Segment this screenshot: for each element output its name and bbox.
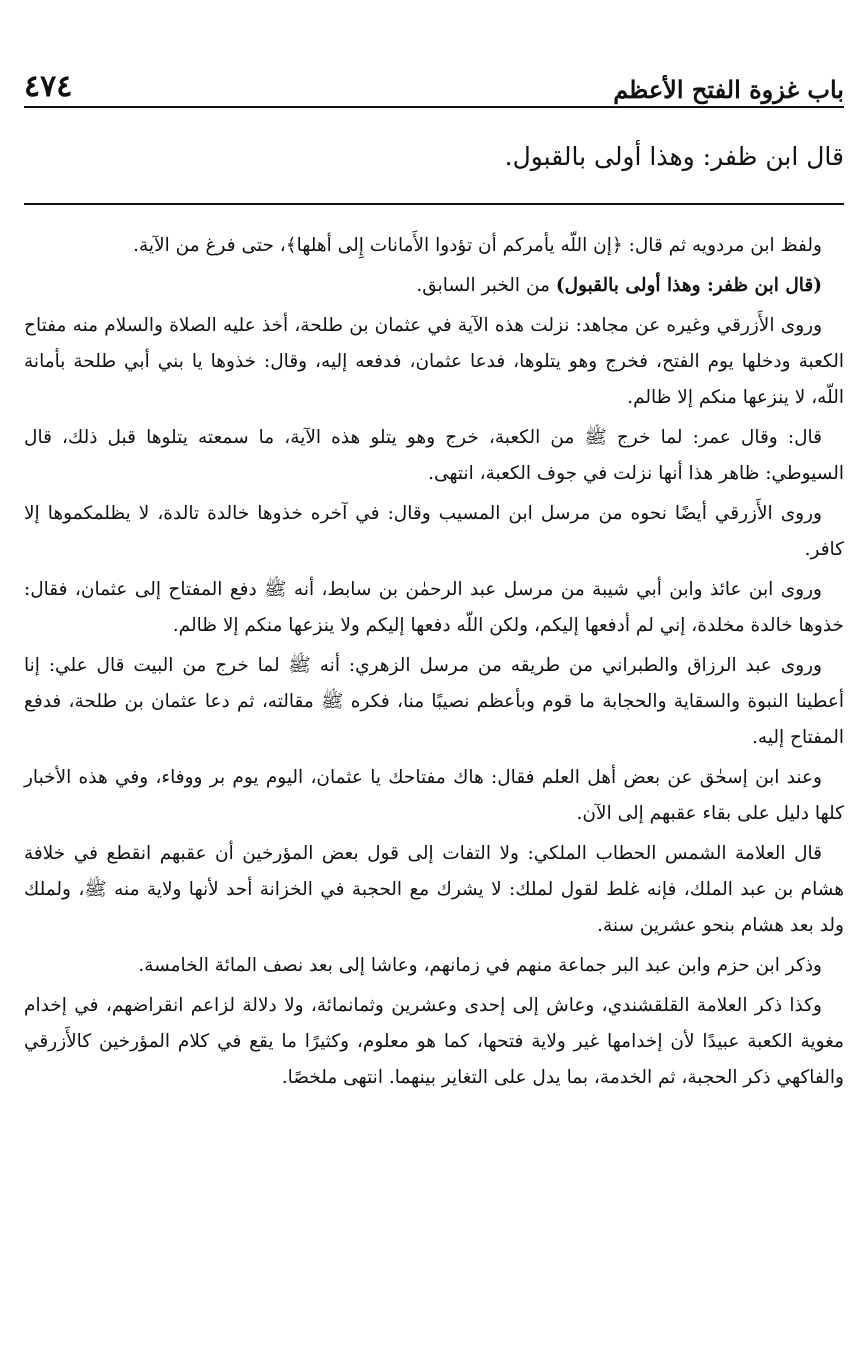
note-text: من الخبر السابق.: [416, 275, 556, 296]
quoted-heading: (قال ابن ظفر: وهذا أولى بالقبول): [555, 275, 822, 296]
page-header: [24, 56, 844, 108]
note-paragraph: وعند ابن إسحٰق عن بعض أهل العلم فقال: هاك مفتاحك يا عثمان، اليوم يوم بر ووفاء، وفي هذه الأخبار كلها دليل على بقاء عقبهم إلى الآن.: [24, 767, 844, 824]
commentary: [24, 228, 844, 1100]
note-paragraph: وروى الأَزرقي أيضًا نحوه من مرسل ابن المسيب وقال: في آخره خذوها خالدة تالدة، لا يظلمكموها إلا كافر.: [24, 503, 844, 560]
main-text: قال ابن ظفر: وهذا أولى بالقبول.: [504, 142, 844, 171]
note-paragraph: وروى ابن عائذ وابن أبي شيبة من مرسل عبد الرحمٰن بن سابط، أنه ﷺ دفع المفتاح إلى عثمان، فقال: خذوها خالدة مخلدة، إني لم أدفعها إليكم، ولكن اللّه دفعها إليكم ولا ينزعها منكم إلا ظالم.: [24, 579, 844, 636]
note-paragraph: وكذا ذكر العلامة القلقشندي، وعاش إلى إحدى وعشرين وثمانمائة، ولا دلالة لزاعم انقراضهم، في إخدام مغوية الكعبة عبيدًا لأن إخدامها غير ولاية فتحها، كما هو معلوم، وكثيرًا ما يقع في كلام المؤرخين كالأَزرقي والفاكهي ذكر الحجبة، ثم الخدمة، بما يدل على التغاير بينهما. انتهى ملخصًا.: [24, 995, 844, 1088]
note-paragraph: قال العلامة الشمس الحطاب الملكي: ولا التفات إلى قول بعض المؤرخين أن عقبهم انقطع في خلافة هشام بن عبد الملك، فإنه غلط لقول لملك: لا يشرك مع الحجبة في الخزانة أحد لأنها ولاية منه ﷺ، ولملك ولد بعد هشام بنحو عشرين سنة.: [24, 843, 844, 936]
note-paragraph: قال: وقال عمر: لما خرج ﷺ من الكعبة، خرج وهو يتلو هذه الآية، ما سمعته يتلوها قبل ذلك، قال السيوطي: ظاهر هذا أنها نزلت في جوف الكعبة، انتهى.: [24, 427, 844, 484]
note-paragraph: وذكر ابن حزم وابن عبد البر جماعة منهم في زمانهم، وعاشا إلى بعد نصف المائة الخامسة.: [138, 955, 822, 976]
footnote-divider: [24, 203, 844, 205]
note-paragraph: وروى الأَزرقي وغيره عن مجاهد: نزلت هذه الآية في عثمان بن طلحة، أخذ عليه الصلاة والسلام منه مفتاح الكعبة ودخلها يوم الفتح، فخرج وهو يتلوها، فدعا عثمان، فدفعه إليه، وقال: خذوها يا بني أبي طلحة بأمانة اللّه، لا ينزعها منكم إلا ظالم.: [24, 315, 844, 408]
chapter-title: باب غزوة الفتح الأعظم: [613, 75, 844, 104]
note-paragraph: [24, 268, 844, 304]
page-number: ٤٧٤: [24, 69, 73, 104]
note-paragraph: وروى عبد الرزاق والطبراني من طريقه من مرسل الزهري: أنه ﷺ لما خرج من البيت قال علي: إنا أعطينا النبوة والسقاية والحجابة ما قوم وبأعظم نصيبًا منا، فكره ﷺ مقالته، ثم دعا عثمان بن طلحة، فدفع المفتاح إليه.: [24, 655, 844, 748]
note-paragraph: ولفظ ابن مردويه ثم قال: ﴿إن اللّه يأمركم أن تؤدوا الأَمانات إِلى أهلها﴾، حتى فرغ من الآية.: [133, 235, 822, 256]
